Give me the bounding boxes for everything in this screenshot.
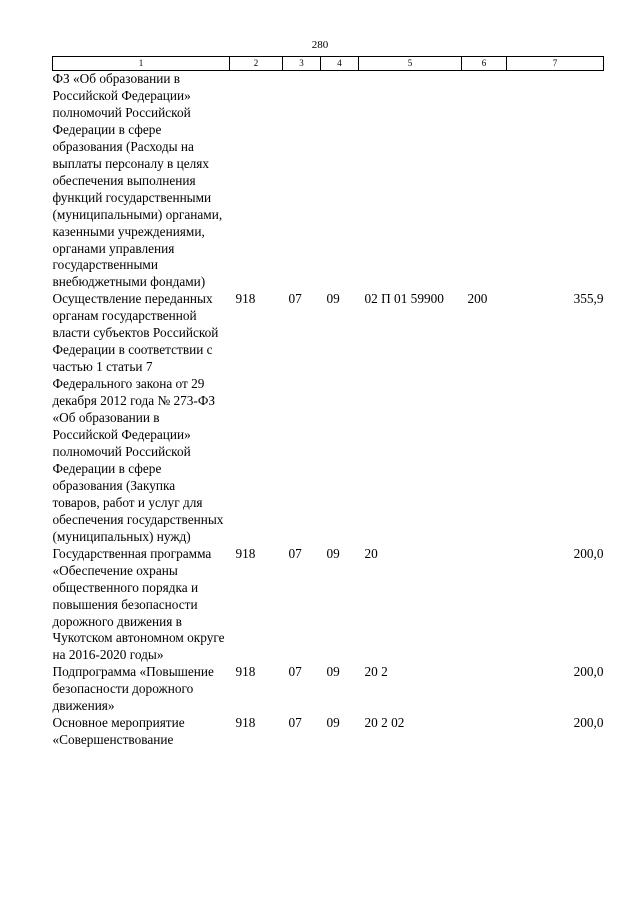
table-row (53, 71, 604, 292)
row-target-article: 20 (364, 545, 378, 561)
column-number-1: 1 (53, 57, 230, 71)
row-subsection: 09 (326, 545, 340, 561)
table-row (53, 546, 604, 665)
row-section: 07 (288, 715, 302, 731)
row-expense-type (462, 71, 507, 292)
column-number-2: 2 (230, 57, 283, 71)
row-amount: 200,0 (573, 715, 604, 731)
page-number: 280 (311, 39, 329, 51)
budget-table (52, 56, 604, 749)
row-grbs: 918 (235, 715, 256, 731)
row-target-article: 20 2 (364, 664, 388, 680)
row-name: Осуществление переданных органам государственной власти субъектов Российской Федерации в соответствии с частью 1 статьи 7 Федерального закона от 29 декабря 2012 года № 273-ФЗ «Об образовании в Российской Федерации» полномочий Российской Федерации в сфере образования (Закупка товаров, работ и услуг для обеспечения государственных (муниципальных) нужд) (52, 291, 224, 544)
row-amount: 355,9 (573, 291, 604, 307)
row-expense-type (462, 546, 507, 665)
table-row (53, 291, 604, 545)
row-subsection: 09 (326, 715, 340, 731)
row-amount: 200,0 (573, 664, 604, 680)
row-target-article: 20 2 02 (364, 715, 405, 731)
row-target-article (359, 71, 462, 292)
row-name: Государственная программа «Обеспечение охраны общественного порядка и повышения безопасности дорожного движения в Чукотском автономном округе на 2016-2020 годы» (52, 545, 225, 663)
row-subsection: 09 (326, 664, 340, 680)
row-section (283, 71, 321, 292)
row-section: 07 (288, 664, 302, 680)
row-grbs: 918 (235, 664, 256, 680)
row-expense-type (462, 715, 507, 749)
table-row (53, 664, 604, 715)
row-section: 07 (288, 291, 302, 307)
row-target-article: 02 П 01 59900 (364, 291, 444, 307)
row-grbs: 918 (235, 291, 256, 307)
column-number-row (53, 57, 604, 71)
row-name: Основное мероприятие «Совершенствование (52, 715, 185, 748)
column-number-4: 4 (321, 57, 359, 71)
row-grbs (230, 71, 283, 292)
row-expense-type: 200 (467, 291, 488, 307)
row-expense-type (462, 664, 507, 715)
column-number-5: 5 (359, 57, 462, 71)
row-amount (507, 71, 604, 292)
column-number-7: 7 (507, 57, 604, 71)
row-amount: 200,0 (573, 545, 604, 561)
column-number-3: 3 (283, 57, 321, 71)
row-subsection (321, 71, 359, 292)
row-subsection: 09 (326, 291, 340, 307)
row-section: 07 (288, 545, 302, 561)
table-row (53, 715, 604, 749)
table-header (53, 57, 604, 71)
row-grbs: 918 (235, 545, 256, 561)
row-name: ФЗ «Об образовании в Российской Федерации» полномочий Российской Федерации в сфере образования (Расходы на выплаты персоналу в целях обеспечения выполнения функций государственными (муниципальными) органами, казенными учреждениями, органами управления государственными внебюджетными фондами) (52, 71, 223, 290)
column-number-6: 6 (462, 57, 507, 71)
row-name: Подпрограмма «Повышение безопасности дорожного движения» (52, 664, 214, 714)
